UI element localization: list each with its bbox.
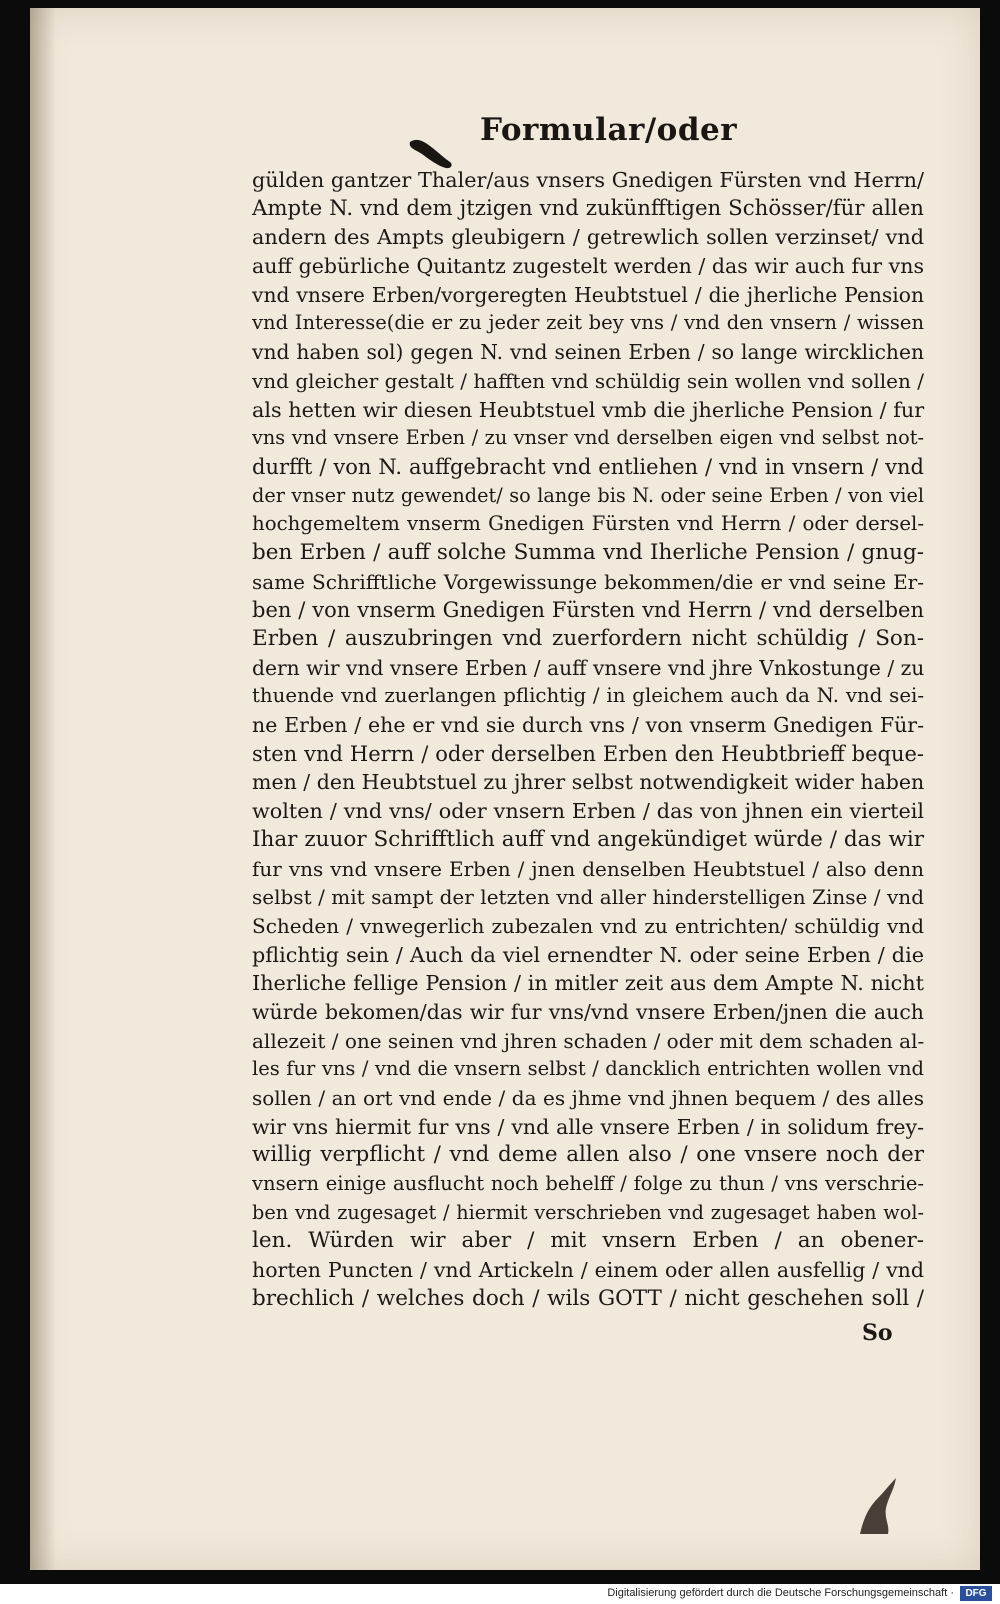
- text-line: thuende vnd zuerlangen pflichtig / in gleichem auch da N. vnd sei-: [252, 684, 924, 708]
- text-line: same Schrifftliche Vorgewissunge bekommen/die er vnd seine Er-: [252, 569, 924, 594]
- text-line: selbst / mit sampt der letzten vnd aller hinderstelligen Zinse / vnd: [252, 885, 924, 910]
- text-line: horten Puncten / vnd Artickeln / einem oder allen ausfellig / vnd: [252, 1258, 924, 1283]
- text-line: auff gebürliche Quitantz zugestelt werden / das wir auch fur vns: [252, 254, 924, 279]
- text-line: der vnser nutz gewendet/ so lange bis N. oder seine Erben / von viel: [252, 483, 924, 507]
- text-line: willig verpflicht / vnd deme allen also / one vnsere noch der: [252, 1142, 924, 1168]
- dfg-logo-icon: DFG: [960, 1586, 992, 1601]
- text-line: hochgemeltem vnserm Gnedigen Fürsten vnd Herrn / oder dersel-: [252, 512, 924, 536]
- text-line: ben / von vnserm Gnedigen Fürsten vnd Herrn / vnd derselben: [252, 598, 924, 623]
- funding-credit: Digitalisierung gefördert durch die Deutsche Forschungsgemeinschaft ·: [607, 1587, 954, 1599]
- text-line: fur vns vnd vnsere Erben / jnen denselben Heubtstuel / also denn: [252, 856, 924, 881]
- text-line: vnd gleicher gestalt / hafften vnd schüldig sein wollen vnd sollen /: [252, 368, 924, 393]
- body-text: [252, 166, 924, 1314]
- text-line: Ampte N. vnd dem jtzigen vnd zukünfftigen Schösser/für allen: [252, 195, 924, 221]
- text-line: wir vns hiermit fur vns / vnd alle vnsere Erben / in solidum frey-: [252, 1114, 924, 1139]
- text-line: brechlich / welches doch / wils GOTT / nicht geschehen soll /: [252, 1285, 924, 1311]
- text-line: würde bekomen/das wir fur vns/vnd vnsere Erben/jnen die auch: [252, 999, 924, 1024]
- text-line: Scheden / vnwegerlich zubezalen vnd zu entrichten/ schüldig vnd: [252, 913, 924, 938]
- text-line: vns vnd vnsere Erben / zu vnser vnd derselben eigen vnd selbst not-: [252, 426, 924, 450]
- text-line: les fur vns / vnd die vnsern selbst / dancklich entrichten wollen vnd: [252, 1057, 924, 1081]
- text-line: durfft / von N. auffgebracht vnd entliehen / vnd in vnsern / vnd: [252, 454, 924, 479]
- text-line: vnd vnsere Erben/vorgeregten Heubtstuel / die jherliche Pension: [252, 282, 924, 307]
- text-line: ben Erben / auff solche Summa vnd Iherliche Pension / gnug-: [252, 539, 924, 565]
- text-line: Iherliche fellige Pension / in mitler zeit aus dem Ampte N. nicht: [252, 971, 924, 996]
- text-line: andern des Ampts gleubigern / getrewlich sollen verzinset/ vnd: [252, 225, 924, 250]
- text-line: dern wir vnd vnsere Erben / auff vnsere vnd jhre Vnkostunge / zu: [252, 655, 925, 680]
- digitization-footer: [0, 1584, 1000, 1604]
- text-line: len. Würden wir aber / mit vnsern Erben / an obener-: [252, 1228, 924, 1254]
- text-line: Erben / auszubringen vnd zuerfordern nicht schüldig / Son-: [252, 626, 924, 651]
- text-line: ne Erben / ehe er vnd sie durch vns / von vnserm Gnedigen Für-: [252, 713, 924, 738]
- text-line: Ihar zuuor Schrifftlich auff vnd angekündiget würde / das wir: [252, 826, 924, 852]
- text-line: gülden gantzer Thaler/aus vnsers Gnedigen Fürsten vnd Herrn/: [252, 168, 924, 192]
- text-line: sollen / an ort vnd ende / da es jhme vnd jhnen bequem / des alles: [252, 1086, 924, 1110]
- text-line: vnd Interesse(die er zu jeder zeit bey vns / vnd den vnsern / wissen: [252, 311, 924, 335]
- ink-blot-mark: [408, 136, 454, 170]
- torn-edge-stain: [830, 1476, 920, 1536]
- text-line: als hetten wir diesen Heubtstuel vmb die jherliche Pension / fur: [252, 397, 925, 422]
- text-line: vnsern einige ausflucht noch behelff / folge zu thun / vns verschrie-: [252, 1172, 924, 1196]
- text-line: men / den Heubtstuel zu jhrer selbst notwendigkeit wider haben: [252, 770, 925, 795]
- catchword: So: [862, 1320, 893, 1346]
- text-line: vnd haben sol) gegen N. vnd seinen Erben / so lange wircklichen: [252, 340, 924, 365]
- text-line: ben vnd zugesaget / hiermit verschrieben vnd zugesaget haben wol-: [252, 1200, 924, 1224]
- text-line: pflichtig sein / Auch da viel ernendter N. oder seine Erben / die: [252, 942, 924, 967]
- running-head: Formular/oder: [480, 112, 738, 148]
- text-line: sten vnd Herrn / oder derselben Erben den Heubtbrieff beque-: [252, 741, 924, 766]
- text-line: wolten / vnd vns/ oder vnsern Erben / das von jhnen ein vierteil: [252, 799, 924, 824]
- text-line: allezeit / one seinen vnd jhren schaden / oder mit dem schaden al-: [252, 1028, 925, 1053]
